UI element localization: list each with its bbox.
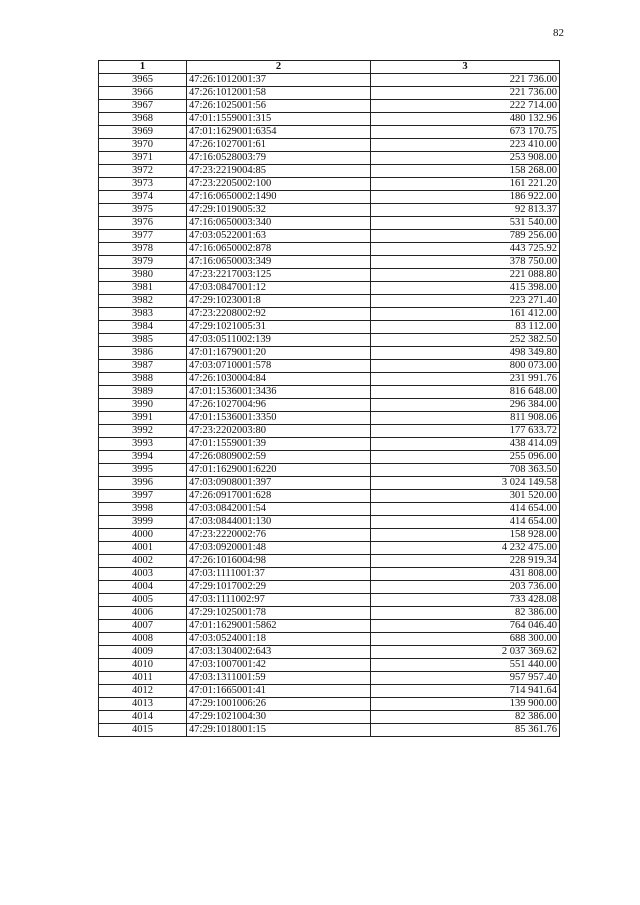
cadastral-number-cell: 47:29:1023001:8 — [187, 295, 371, 308]
value-cell: 816 648.00 — [371, 386, 560, 399]
value-cell: 4 232 475.00 — [371, 542, 560, 555]
value-cell: 161 221.20 — [371, 178, 560, 191]
value-cell: 414 654.00 — [371, 516, 560, 529]
table-row — [99, 620, 560, 633]
row-number-cell: 4001 — [99, 542, 187, 555]
cadastral-number-cell: 47:03:0844001:130 — [187, 516, 371, 529]
value-cell: 708 363.50 — [371, 464, 560, 477]
table-row — [99, 139, 560, 152]
value-cell: 161 412.00 — [371, 308, 560, 321]
row-number-cell: 3977 — [99, 230, 187, 243]
row-number-cell: 3983 — [99, 308, 187, 321]
cadastral-number-cell: 47:01:1679001:20 — [187, 347, 371, 360]
table-row — [99, 724, 560, 737]
value-cell: 177 633.72 — [371, 425, 560, 438]
value-cell: 673 170.75 — [371, 126, 560, 139]
row-number-cell: 3988 — [99, 373, 187, 386]
table-row — [99, 542, 560, 555]
table-row — [99, 646, 560, 659]
table-row — [99, 672, 560, 685]
table-row — [99, 191, 560, 204]
row-number-cell: 3998 — [99, 503, 187, 516]
value-cell: 438 414.09 — [371, 438, 560, 451]
value-cell: 255 096.00 — [371, 451, 560, 464]
row-number-cell: 4006 — [99, 607, 187, 620]
row-number-cell: 4009 — [99, 646, 187, 659]
cadastral-number-cell: 47:03:1304002:643 — [187, 646, 371, 659]
row-number-cell: 3989 — [99, 386, 187, 399]
cadastral-number-cell: 47:23:2205002:100 — [187, 178, 371, 191]
cadastral-number-cell: 47:29:1001006:26 — [187, 698, 371, 711]
value-cell: 431 808.00 — [371, 568, 560, 581]
cadastral-number-cell: 47:26:1027001:61 — [187, 139, 371, 152]
table-header-row — [99, 61, 560, 74]
row-number-cell: 4010 — [99, 659, 187, 672]
value-cell: 252 382.50 — [371, 334, 560, 347]
table-row — [99, 529, 560, 542]
table-row — [99, 126, 560, 139]
row-number-cell: 3967 — [99, 100, 187, 113]
row-number-cell: 4002 — [99, 555, 187, 568]
cadastral-number-cell: 47:29:1021005:31 — [187, 321, 371, 334]
cadastral-number-cell: 47:26:0917001:628 — [187, 490, 371, 503]
cadastral-number-cell: 47:29:1019005:32 — [187, 204, 371, 217]
value-cell: 498 349.80 — [371, 347, 560, 360]
cadastral-number-cell: 47:26:1030004:84 — [187, 373, 371, 386]
table-row — [99, 165, 560, 178]
value-cell: 253 908.00 — [371, 152, 560, 165]
value-cell: 714 941.64 — [371, 685, 560, 698]
table-row — [99, 113, 560, 126]
table-row — [99, 347, 560, 360]
table-row — [99, 204, 560, 217]
table-row — [99, 178, 560, 191]
cadastral-number-cell: 47:23:2217003:125 — [187, 269, 371, 282]
value-cell: 531 540.00 — [371, 217, 560, 230]
row-number-cell: 4013 — [99, 698, 187, 711]
table-row — [99, 464, 560, 477]
cadastral-number-cell: 47:03:0524001:18 — [187, 633, 371, 646]
cadastral-number-cell: 47:03:1111001:37 — [187, 568, 371, 581]
cadastral-number-cell: 47:26:1016004:98 — [187, 555, 371, 568]
cadastral-number-cell: 47:29:1025001:78 — [187, 607, 371, 620]
table-row — [99, 282, 560, 295]
value-cell: 414 654.00 — [371, 503, 560, 516]
row-number-cell: 3991 — [99, 412, 187, 425]
cadastral-number-cell: 47:16:0650002:878 — [187, 243, 371, 256]
value-cell: 221 736.00 — [371, 87, 560, 100]
cadastral-number-cell: 47:03:0847001:12 — [187, 282, 371, 295]
value-cell: 223 410.00 — [371, 139, 560, 152]
table-row — [99, 451, 560, 464]
row-number-cell: 3994 — [99, 451, 187, 464]
table-row — [99, 607, 560, 620]
row-number-cell: 4003 — [99, 568, 187, 581]
row-number-cell: 3996 — [99, 477, 187, 490]
row-number-cell: 3978 — [99, 243, 187, 256]
table-row — [99, 373, 560, 386]
table-row — [99, 256, 560, 269]
cadastral-number-cell: 47:03:0522001:63 — [187, 230, 371, 243]
cadastral-number-cell: 47:03:0908001:397 — [187, 477, 371, 490]
table-row — [99, 412, 560, 425]
table-row — [99, 568, 560, 581]
row-number-cell: 4012 — [99, 685, 187, 698]
cadastral-number-cell: 47:23:2202003:80 — [187, 425, 371, 438]
cadastral-number-cell: 47:23:2208002:92 — [187, 308, 371, 321]
row-number-cell: 4015 — [99, 724, 187, 737]
table-row — [99, 321, 560, 334]
cadastral-number-cell: 47:01:1536001:3350 — [187, 412, 371, 425]
cadastral-number-cell: 47:03:0710001:578 — [187, 360, 371, 373]
value-cell: 203 736.00 — [371, 581, 560, 594]
table-row — [99, 438, 560, 451]
row-number-cell: 3970 — [99, 139, 187, 152]
value-cell: 2 037 369.62 — [371, 646, 560, 659]
row-number-cell: 4004 — [99, 581, 187, 594]
table-row — [99, 152, 560, 165]
row-number-cell: 3976 — [99, 217, 187, 230]
cadastral-number-cell: 47:01:1629001:6220 — [187, 464, 371, 477]
row-number-cell: 3971 — [99, 152, 187, 165]
row-number-cell: 3986 — [99, 347, 187, 360]
cadastral-number-cell: 47:26:1025001:56 — [187, 100, 371, 113]
row-number-cell: 3984 — [99, 321, 187, 334]
table-row — [99, 516, 560, 529]
value-cell: 688 300.00 — [371, 633, 560, 646]
cadastral-number-cell: 47:16:0650003:349 — [187, 256, 371, 269]
value-cell: 82 386.00 — [371, 607, 560, 620]
row-number-cell: 3981 — [99, 282, 187, 295]
table-row — [99, 87, 560, 100]
value-cell: 85 361.76 — [371, 724, 560, 737]
table-row — [99, 100, 560, 113]
value-cell: 92 813.37 — [371, 204, 560, 217]
table-row — [99, 659, 560, 672]
value-cell: 139 900.00 — [371, 698, 560, 711]
row-number-cell: 3973 — [99, 178, 187, 191]
value-cell: 158 268.00 — [371, 165, 560, 178]
value-cell: 82 386.00 — [371, 711, 560, 724]
row-number-cell: 3985 — [99, 334, 187, 347]
value-cell: 83 112.00 — [371, 321, 560, 334]
cadastral-number-cell: 47:26:1012001:58 — [187, 87, 371, 100]
value-cell: 480 132.96 — [371, 113, 560, 126]
value-cell: 301 520.00 — [371, 490, 560, 503]
table-row — [99, 243, 560, 256]
cadastral-number-cell: 47:29:1018001:15 — [187, 724, 371, 737]
cadastral-number-cell: 47:29:1017002:29 — [187, 581, 371, 594]
cadastral-number-cell: 47:16:0650003:340 — [187, 217, 371, 230]
value-cell: 222 714.00 — [371, 100, 560, 113]
cadastral-number-cell: 47:01:1629001:5862 — [187, 620, 371, 633]
cadastral-number-cell: 47:01:1559001:39 — [187, 438, 371, 451]
row-number-cell: 3990 — [99, 399, 187, 412]
row-number-cell: 3993 — [99, 438, 187, 451]
table-row — [99, 308, 560, 321]
value-cell: 221 736.00 — [371, 74, 560, 87]
cadastral-number-cell: 47:26:1027004:96 — [187, 399, 371, 412]
table-row — [99, 698, 560, 711]
row-number-cell: 3987 — [99, 360, 187, 373]
table-body — [99, 74, 560, 737]
cadastral-number-cell: 47:03:0842001:54 — [187, 503, 371, 516]
row-number-cell: 4014 — [99, 711, 187, 724]
row-number-cell: 3992 — [99, 425, 187, 438]
page-number: 82 — [553, 27, 564, 39]
row-number-cell: 3999 — [99, 516, 187, 529]
cadastral-number-cell: 47:03:1007001:42 — [187, 659, 371, 672]
cadastral-number-cell: 47:23:2219004:85 — [187, 165, 371, 178]
row-number-cell: 4008 — [99, 633, 187, 646]
row-number-cell: 3972 — [99, 165, 187, 178]
cadastral-number-cell: 47:03:0511002:139 — [187, 334, 371, 347]
value-cell: 415 398.00 — [371, 282, 560, 295]
table-row — [99, 269, 560, 282]
value-cell: 296 384.00 — [371, 399, 560, 412]
table-row — [99, 594, 560, 607]
cadastral-number-cell: 47:01:1665001:41 — [187, 685, 371, 698]
cadastral-number-cell: 47:01:1629001:6354 — [187, 126, 371, 139]
cadastral-number-cell: 47:16:0528003:79 — [187, 152, 371, 165]
table-row — [99, 685, 560, 698]
cadastral-number-cell: 47:03:1111002:97 — [187, 594, 371, 607]
row-number-cell: 4011 — [99, 672, 187, 685]
row-number-cell: 3995 — [99, 464, 187, 477]
row-number-cell: 3969 — [99, 126, 187, 139]
cadastral-number-cell: 47:03:0920001:48 — [187, 542, 371, 555]
table-row — [99, 334, 560, 347]
row-number-cell: 3975 — [99, 204, 187, 217]
value-cell: 186 922.00 — [371, 191, 560, 204]
value-cell: 231 991.76 — [371, 373, 560, 386]
cadastral-number-cell: 47:23:2220002:76 — [187, 529, 371, 542]
row-number-cell: 3979 — [99, 256, 187, 269]
cadastral-number-cell: 47:16:0650002:1490 — [187, 191, 371, 204]
value-cell: 378 750.00 — [371, 256, 560, 269]
cadastral-number-cell: 47:26:1012001:37 — [187, 74, 371, 87]
table-row — [99, 230, 560, 243]
table-row — [99, 360, 560, 373]
value-cell: 3 024 149.58 — [371, 477, 560, 490]
table-row — [99, 217, 560, 230]
value-cell: 957 957.40 — [371, 672, 560, 685]
row-number-cell: 3982 — [99, 295, 187, 308]
value-cell: 733 428.08 — [371, 594, 560, 607]
value-cell: 811 908.06 — [371, 412, 560, 425]
table-row — [99, 503, 560, 516]
value-cell: 228 919.34 — [371, 555, 560, 568]
cadastral-number-cell: 47:26:0809002:59 — [187, 451, 371, 464]
table-row — [99, 581, 560, 594]
row-number-cell: 3966 — [99, 87, 187, 100]
table-row — [99, 477, 560, 490]
value-cell: 551 440.00 — [371, 659, 560, 672]
value-cell: 221 088.80 — [371, 269, 560, 282]
row-number-cell: 3968 — [99, 113, 187, 126]
table-row — [99, 633, 560, 646]
value-cell: 223 271.40 — [371, 295, 560, 308]
table-row — [99, 399, 560, 412]
row-number-cell: 3980 — [99, 269, 187, 282]
value-cell: 764 046.40 — [371, 620, 560, 633]
row-number-cell: 3974 — [99, 191, 187, 204]
row-number-cell: 3997 — [99, 490, 187, 503]
cadastral-number-cell: 47:01:1536001:3436 — [187, 386, 371, 399]
row-number-cell: 4005 — [99, 594, 187, 607]
cadastral-number-cell: 47:01:1559001:315 — [187, 113, 371, 126]
row-number-cell: 4007 — [99, 620, 187, 633]
value-cell: 443 725.92 — [371, 243, 560, 256]
value-cell: 789 256.00 — [371, 230, 560, 243]
cadastral-number-cell: 47:29:1021004:30 — [187, 711, 371, 724]
table-row — [99, 74, 560, 87]
row-number-cell: 4000 — [99, 529, 187, 542]
value-cell: 800 073.00 — [371, 360, 560, 373]
cadastral-value-table — [98, 60, 560, 737]
column-header-1: 1 — [99, 61, 187, 74]
row-number-cell: 3965 — [99, 74, 187, 87]
column-header-3: 3 — [371, 61, 560, 74]
table-row — [99, 490, 560, 503]
table-row — [99, 711, 560, 724]
table-row — [99, 425, 560, 438]
table-row — [99, 555, 560, 568]
table-row — [99, 295, 560, 308]
cadastral-number-cell: 47:03:1311001:59 — [187, 672, 371, 685]
value-cell: 158 928.00 — [371, 529, 560, 542]
column-header-2: 2 — [187, 61, 371, 74]
table-row — [99, 386, 560, 399]
